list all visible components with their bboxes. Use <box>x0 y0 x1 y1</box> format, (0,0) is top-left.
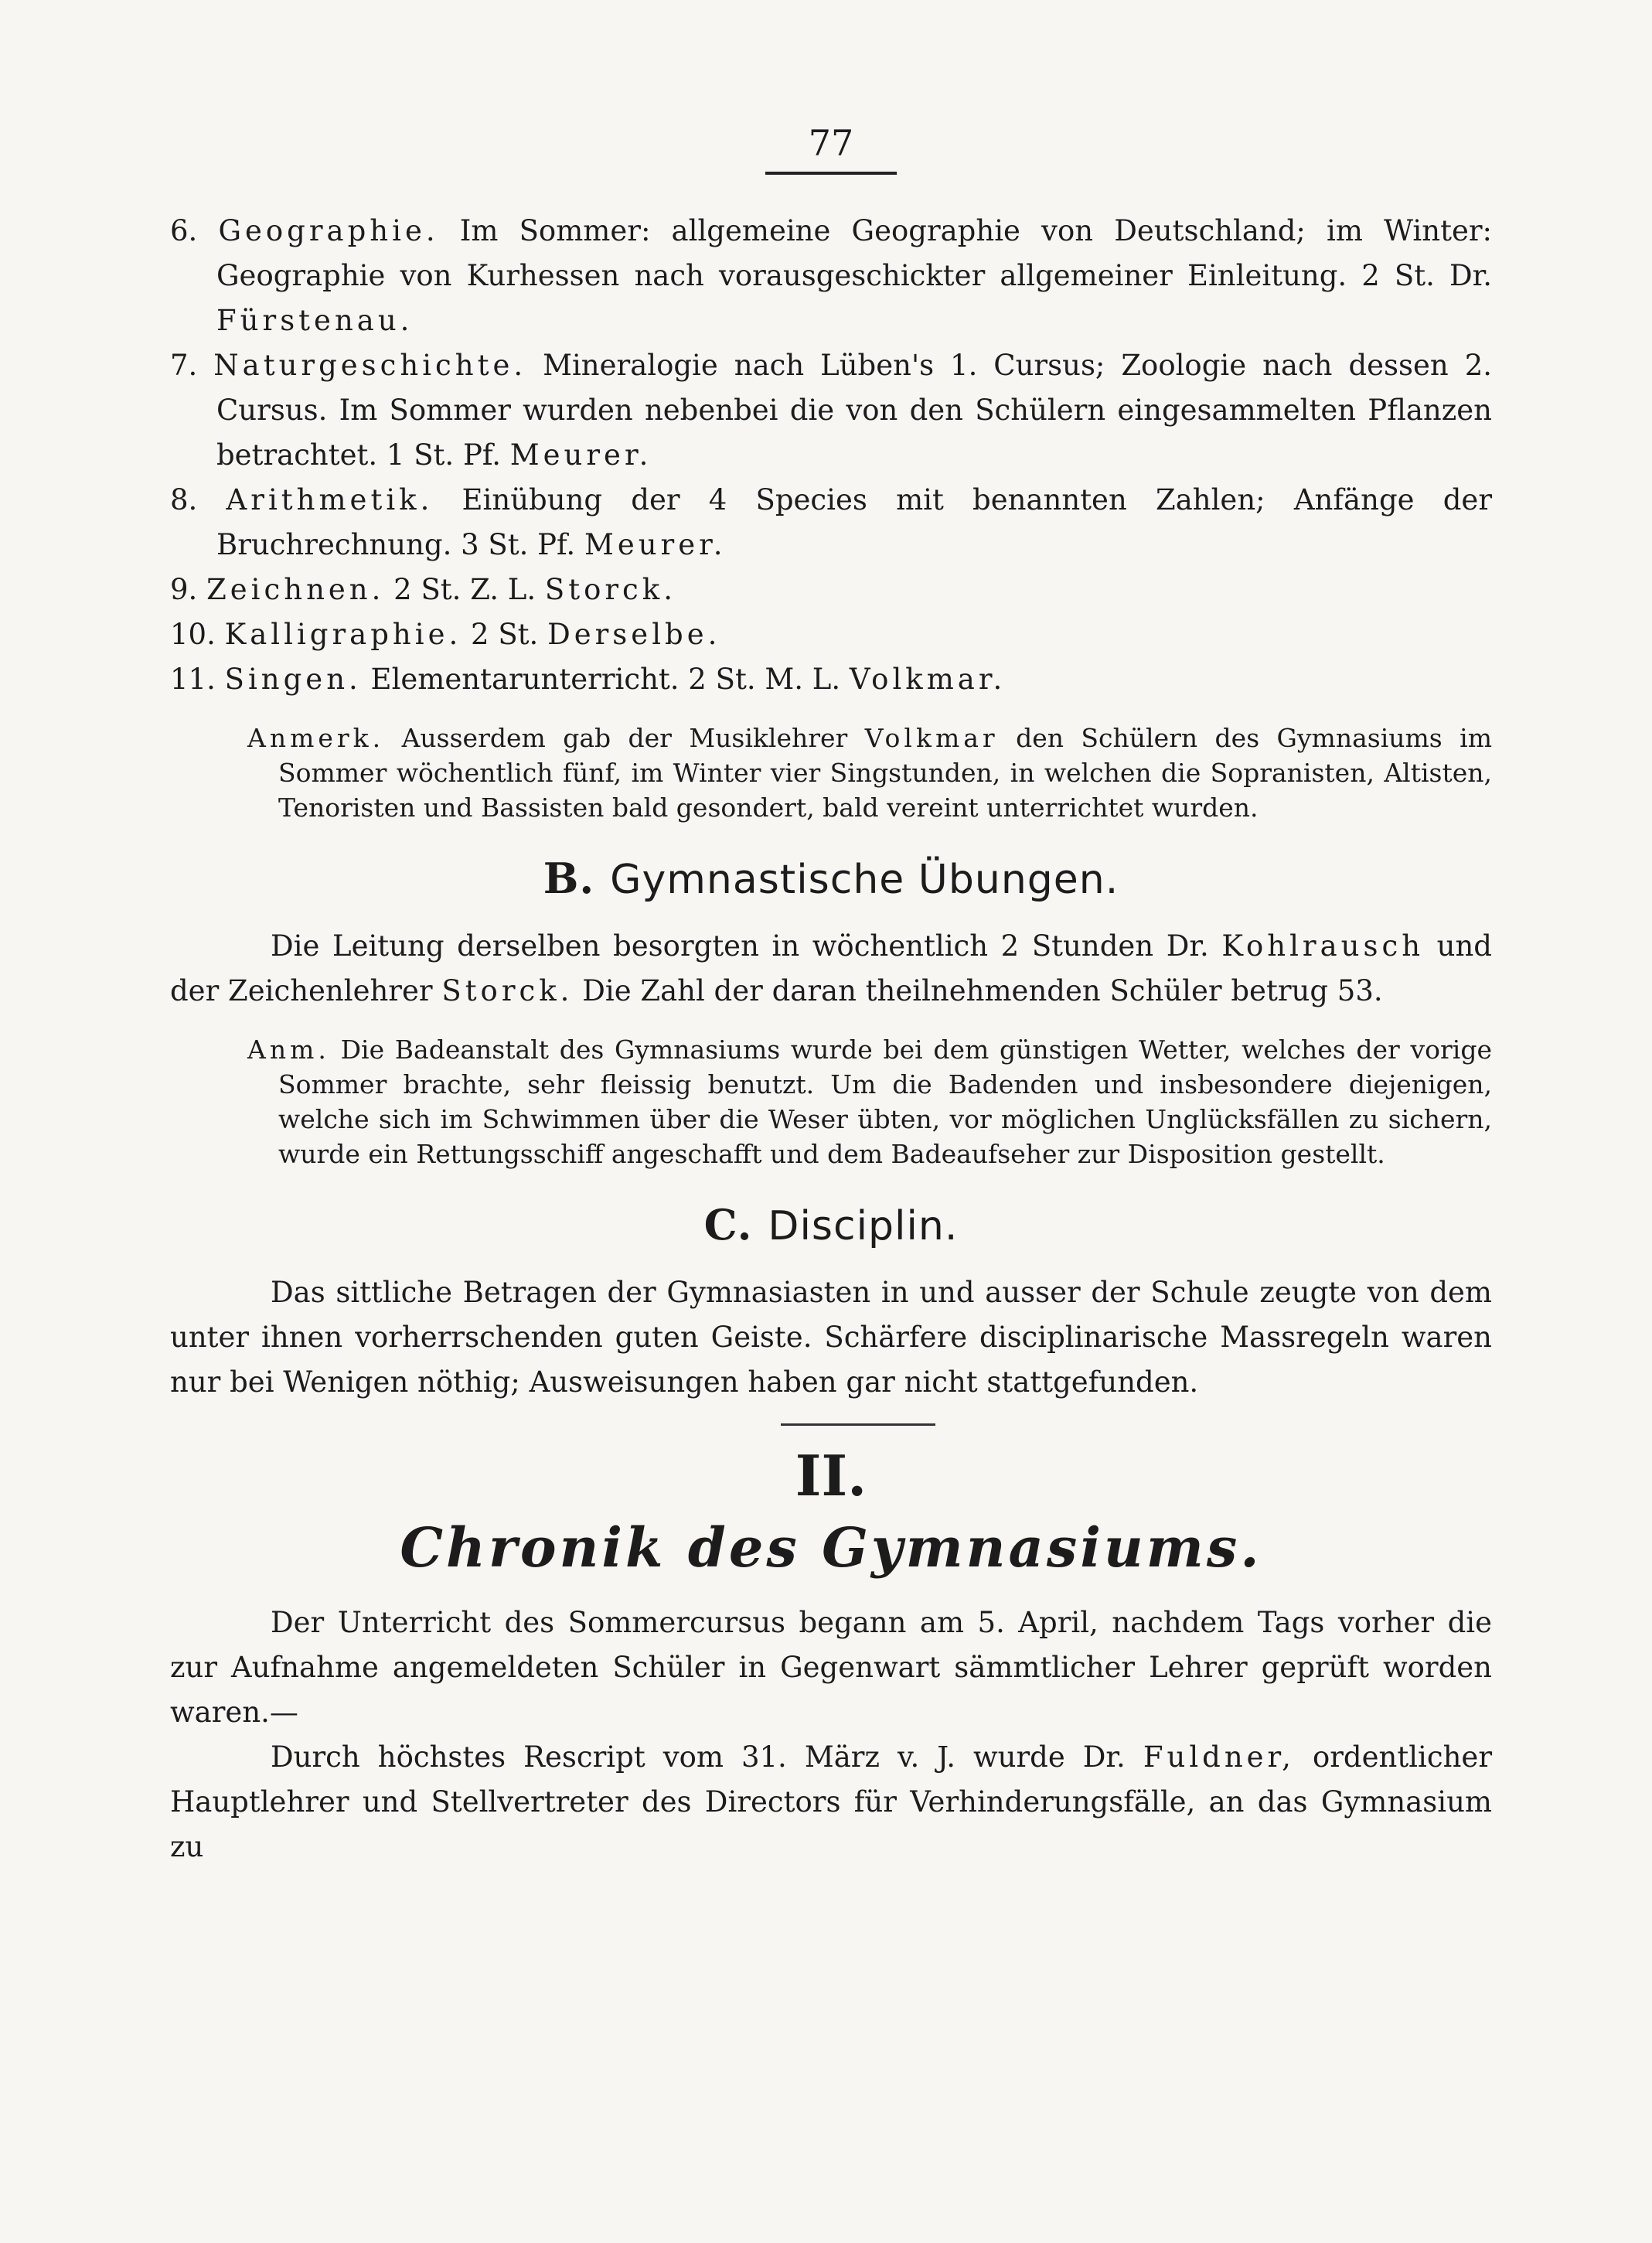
section-b-note: Anm. Die Badeanstalt des Gymnasiums wurde bei dem günstigen Wetter, welches der vorige Sommer brachte, sehr fleissig benutzt. Um die Badenden und insbesondere diejenigen, welche sich im Schwimmen über die Weser übten, vor möglichen Unglücksfällen zu sichern, wurde ein Rettungsschiff angeschafft und dem Badeaufseher zur Disposition gestellt. <box>247 1035 1492 1169</box>
page-number-rule <box>765 172 897 175</box>
page-number: 77 <box>808 122 854 164</box>
chapter-numeral: II. <box>795 1443 867 1508</box>
page-body <box>170 209 1492 1870</box>
section-divider <box>781 1423 935 1426</box>
chronicle-paragraph-1: Der Unterricht des Sommercursus begann am 5. April, nachdem Tags vorher die zur Aufnahme angemeldeten Schüler in Gegenwart sämmtlicher Lehrer geprüft worden waren.— <box>170 1606 1492 1729</box>
teacher-name: Derselbe. <box>547 618 721 651</box>
subject-name: Zeichnen. <box>206 573 385 606</box>
list-item: 10. Kalligraphie. 2 St. Derselbe. <box>170 618 721 651</box>
subject-name: Kalligraphie. <box>224 618 462 651</box>
teacher-name: Fürstenau. <box>216 304 414 337</box>
list-item: 7. Naturgeschichte. Mineralogie nach Lüben's 1. Cursus; Zoologie nach dessen 2. Cursus. Im Sommer wurden nebenbei die von den Schülern eingesammelten Pflanzen betrachtet. 1 St. Pf. Meurer. <box>170 349 1492 472</box>
list-item: 8. Arithmetik. Einübung der 4 Species mit benannten Zahlen; Anfänge der Bruchrechnung. 3 St. Pf. Meurer. <box>170 483 1493 561</box>
teacher-name: Meurer. <box>509 438 652 472</box>
section-b-paragraph: Die Leitung derselben besorgten in wöchentlich 2 Stunden Dr. Kohlrausch und der Zeichenlehrer Storck. Die Zahl der daran theilnehmenden Schüler betrug 53. <box>170 929 1492 1007</box>
subject-name: Geographie. <box>218 214 439 247</box>
subject-name: Singen. <box>224 663 362 696</box>
remark-note: Anmerk. Ausserdem gab der Musiklehrer Volkmar den Schülern des Gymnasiums im Sommer wöchentlich fünf, im Winter vier Singstunden, in welchen die Sopranisten, Altisten, Tenoristen und Bassisten bald gesondert, bald vereint unterrichtet wurden. <box>247 723 1492 823</box>
teacher-name: Storck. <box>544 573 676 606</box>
list-item: 6. Geographie. Im Sommer: allgemeine Geographie von Deutschland; im Winter: Geographie von Kurhessen nach vorausgeschickter allgemeiner Einleitung. 2 St. Dr. Fürstenau. <box>170 214 1493 337</box>
subject-list <box>170 209 1492 702</box>
chapter-title: Chronik des Gymnasiums. <box>400 1515 1262 1580</box>
chronicle-paragraph-2: Durch höchstes Rescript vom 31. März v. J. wurde Dr. Fuldner, ordentlicher Hauptlehrer und Stellvertreter des Directors für Verhinderungsfälle, an das Gymnasium zu <box>170 1740 1493 1863</box>
list-item: 11. Singen. Elementarunterricht. 2 St. M. L. Volkmar. <box>170 663 1007 696</box>
subject-name: Naturgeschichte. <box>213 349 527 382</box>
section-heading-b: B. Gymnastische Übungen. <box>543 854 1119 903</box>
teacher-name: Volkmar. <box>849 663 1007 696</box>
teacher-name: Meurer. <box>584 528 727 561</box>
subject-name: Arithmetik. <box>226 483 434 516</box>
section-c-paragraph: Das sittliche Betragen der Gymnasiasten in und ausser der Schule zeugte von dem unter ihnen vorherrschenden guten Geiste. Schärfere disciplinarische Massregeln waren nur bei Wenigen nöthig; Ausweisungen haben gar nicht stattgefunden. <box>170 1276 1492 1399</box>
section-heading-c: C. Disciplin. <box>703 1200 959 1249</box>
list-item: 9. Zeichnen. 2 St. Z. L. Storck. <box>170 573 676 606</box>
